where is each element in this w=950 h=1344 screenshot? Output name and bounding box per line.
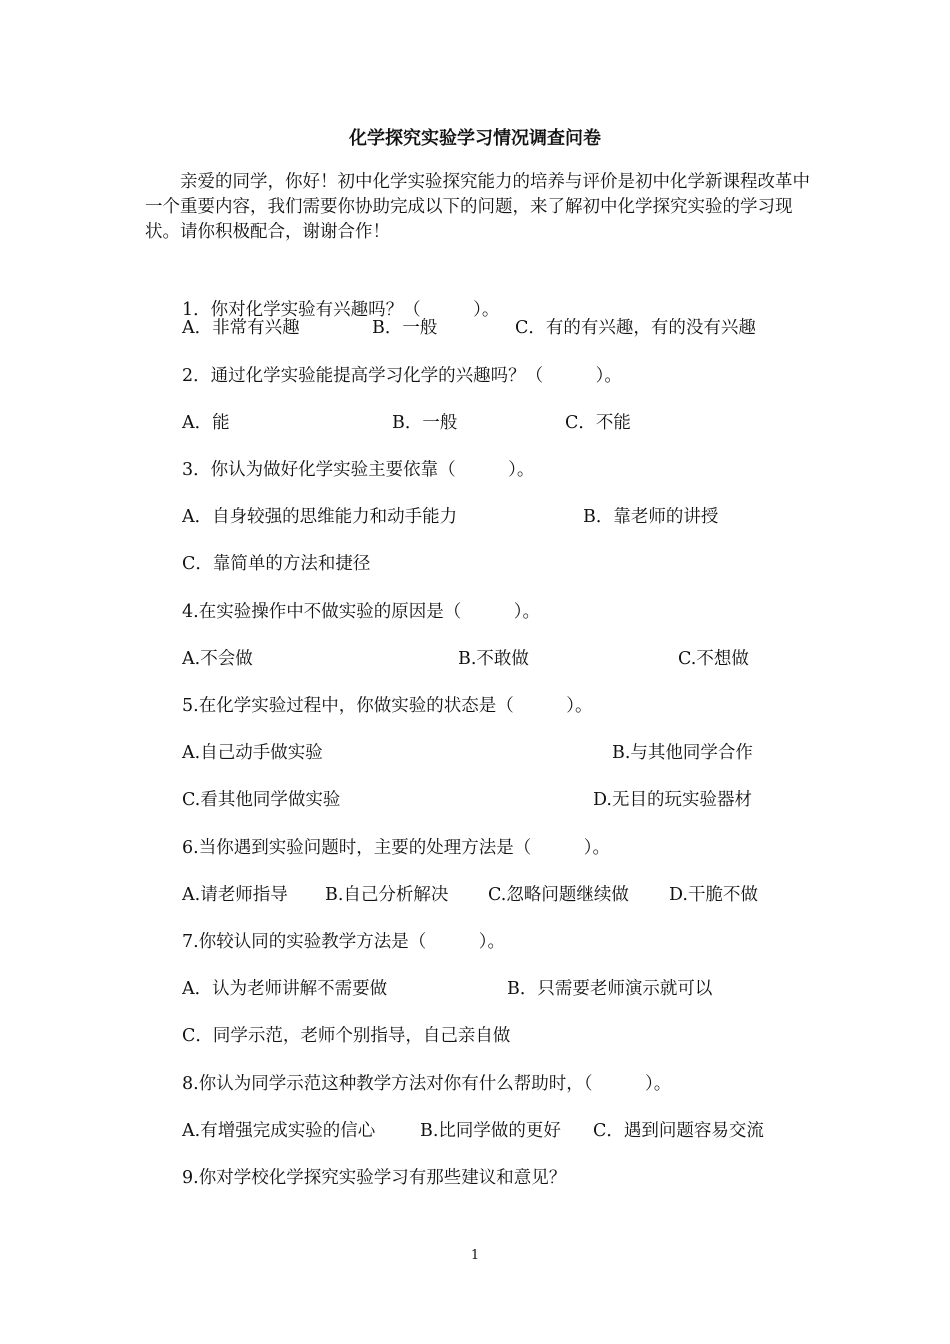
- q8-option-c: C．遇到问题容易交流: [593, 1121, 764, 1141]
- q5-option-a: A.自己动手做实验: [182, 743, 323, 763]
- question-3: 3．你认为做好化学实验主要依靠（ ）。: [182, 460, 535, 480]
- q5-option-c: C.看其他同学做实验: [182, 790, 341, 810]
- q1-option-c: C．有的有兴趣，有的没有兴趣: [515, 318, 756, 338]
- q7-option-a: A．认为老师讲解不需要做: [182, 979, 388, 999]
- q7-option-c: C．同学示范，老师个别指导，自己亲自做: [182, 1026, 511, 1046]
- question-7: 7.你较认同的实验教学方法是（ ）。: [182, 932, 505, 952]
- q3-option-c: C．靠简单的方法和捷径: [182, 554, 371, 574]
- question-6: 6.当你遇到实验问题时，主要的处理方法是（ ）。: [182, 838, 610, 858]
- q8-option-a: A.有增强完成实验的信心: [182, 1121, 376, 1141]
- q6-option-d: D.干脆不做: [669, 885, 758, 905]
- q4-option-c: C.不想做: [678, 649, 749, 669]
- q6-option-b: B.自己分析解决: [325, 885, 449, 905]
- q8-option-b: B.比同学做的更好: [420, 1121, 561, 1141]
- q7-option-b: B．只需要老师演示就可以: [507, 979, 713, 999]
- q6-option-a: A.请老师指导: [182, 885, 288, 905]
- intro-text: 亲爱的同学，你好！初中化学实验探究能力的培养与评价是初中化学新课程改革中一个重要内容，我们需要你协助完成以下的问题，来了解初中化学探究实验的学习现状。请你积极配合，谢谢合作！: [145, 172, 810, 242]
- question-9: 9.你对学校化学探究实验学习有那些建议和意见？: [182, 1168, 567, 1188]
- question-4: 4.在实验操作中不做实验的原因是（ ）。: [182, 602, 540, 622]
- page-title: 化学探究实验学习情况调查问卷: [349, 128, 601, 149]
- q1-option-b: B．一般: [372, 318, 438, 338]
- q2-option-b: B．一般: [392, 413, 458, 433]
- question-5: 5.在化学实验过程中，你做实验的状态是（ ）。: [182, 696, 593, 716]
- question-2: 2．通过化学实验能提高学习化学的兴趣吗？（ ）。: [182, 366, 622, 386]
- q6-option-c: C.忽略问题继续做: [488, 885, 629, 905]
- q5-option-d: D.无目的玩实验器材: [593, 790, 752, 810]
- page-number: 1: [470, 1248, 480, 1263]
- q5-option-b: B.与其他同学合作: [612, 743, 753, 763]
- q2-option-a: A．能: [182, 413, 230, 433]
- q4-option-a: A.不会做: [182, 649, 253, 669]
- q3-option-b: B．靠老师的讲授: [583, 507, 719, 527]
- q1-option-a: A．非常有兴趣: [182, 318, 300, 338]
- q2-option-c: C．不能: [565, 413, 631, 433]
- q3-option-a: A．自身较强的思维能力和动手能力: [182, 507, 458, 527]
- intro-paragraph: [145, 170, 810, 245]
- q4-option-b: B.不敢做: [458, 649, 529, 669]
- question-1: 1．你对化学实验有兴趣吗？（ ）。: [182, 300, 500, 320]
- question-8: 8.你认为同学示范这种教学方法对你有什么帮助时，（ ）。: [182, 1074, 672, 1094]
